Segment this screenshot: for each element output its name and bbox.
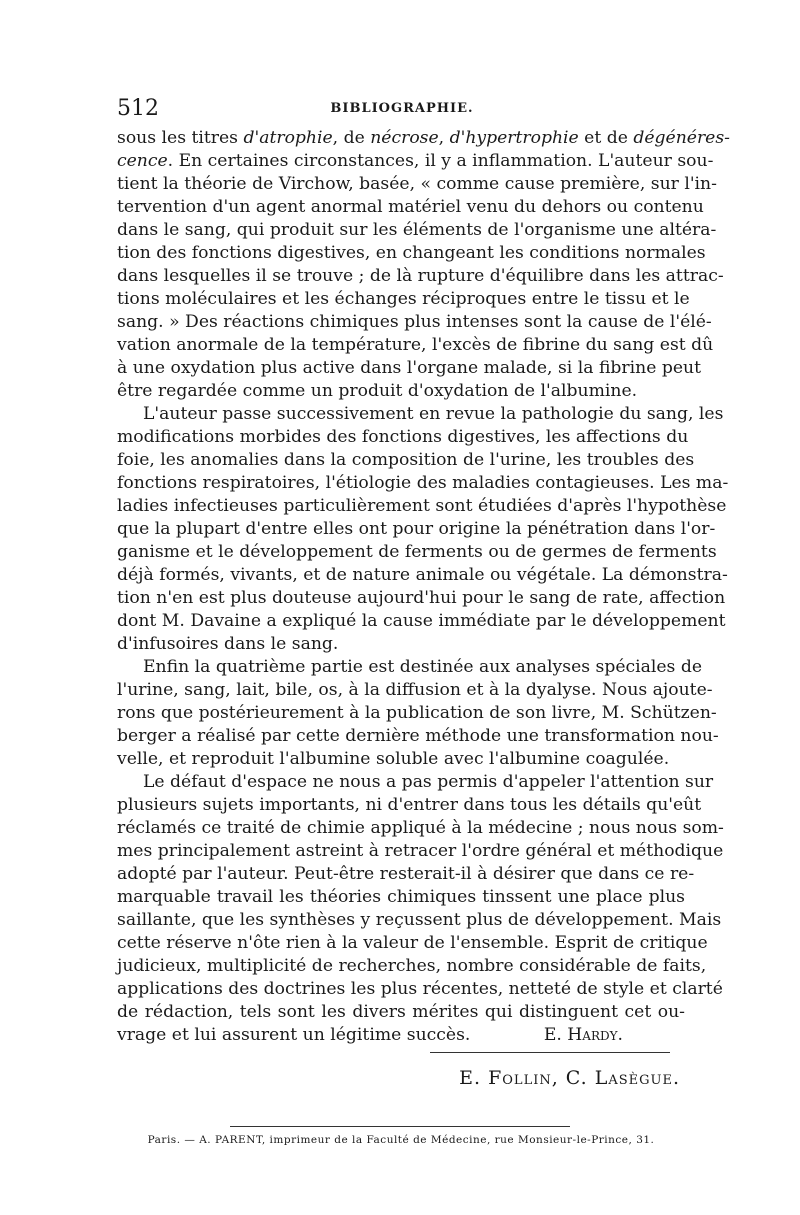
text-line: tient la théorie de Virchow, basée, « comme cause première, sur l'in- — [117, 174, 717, 194]
text-line: saillante, que les synthèses y reçussent plus de développement. Mais — [117, 910, 722, 930]
text-line: dans le sang, qui produit sur les éléments de l'organisme une altéra- — [117, 220, 717, 240]
text-line: marquable travail les théories chimiques tinssent une place plus — [117, 887, 685, 907]
section-rule — [430, 1052, 670, 1053]
text-line: fonctions respiratoires, l'étiologie des maladies contagieuses. Les ma- — [117, 473, 729, 493]
text-line: tervention d'un agent anormal matériel venu du dehors ou contenu — [117, 197, 704, 217]
page-number: 512 — [117, 96, 159, 121]
text-line: plusieurs sujets importants, ni d'entrer dans tous les détails qu'eût — [117, 795, 702, 815]
text-line: adopté par l'auteur. Peut-être resterait-il à désirer que dans ce re- — [117, 864, 695, 884]
text-line: à une oxydation plus active dans l'organe malade, si la fibrine peut — [117, 358, 701, 378]
running-head: BIBLIOGRAPHIE. — [330, 101, 474, 116]
text-line: applications des doctrines les plus récentes, netteté de style et clarté — [117, 979, 723, 999]
text-line: déjà formés, vivants, et de nature animale ou végétale. La démonstra- — [117, 565, 728, 585]
text-line: ganisme et le développement de ferments ou de germes de ferments — [117, 542, 717, 562]
text-line: d'infusoires dans le sang. — [117, 634, 339, 654]
text-line: Le défaut d'espace ne nous a pas permis d'appeler l'attention sur — [143, 772, 714, 792]
printer-imprint: Paris. — A. PARENT, imprimeur de la Faculté de Médecine, rue Monsieur-le-Prince, 31. — [147, 1134, 655, 1146]
text-line: que la plupart d'entre elles ont pour origine la pénétration dans l'or- — [117, 519, 716, 539]
text-line: sous les titres d'atrophie, de nécrose, d'hypertrophie et de dégénéres- — [117, 128, 730, 148]
text-line: dans lesquelles il se trouve ; de là rupture d'équilibre dans les attrac- — [117, 266, 724, 286]
text-line: cence. En certaines circonstances, il y a inflammation. L'auteur sou- — [117, 151, 714, 171]
text-line: vation anormale de la température, l'excès de fibrine du sang est dû — [117, 335, 714, 355]
text-line: cette réserve n'ôte rien à la valeur de l'ensemble. Esprit de critique — [117, 933, 708, 953]
text-line: L'auteur passe successivement en revue la pathologie du sang, les — [143, 404, 724, 424]
page-header — [117, 96, 687, 122]
text-line: berger a réalisé par cette dernière méthode une transformation nou- — [117, 726, 719, 746]
text-line: modifications morbides des fonctions digestives, les affections du — [117, 427, 689, 447]
text-line: sang. » Des réactions chimiques plus intenses sont la cause de l'élé- — [117, 312, 712, 332]
text-line: tion n'en est plus douteuse aujourd'hui pour le sang de rate, affection — [117, 588, 726, 608]
editors-signature: E. Follin, C. Lasègue. — [459, 1067, 680, 1089]
text-line: Enfin la quatrième partie est destinée aux analyses spéciales de — [143, 657, 703, 677]
text-line: ladies infectieuses particulièrement sont étudiées d'après l'hypothèse — [117, 496, 727, 516]
text-line: rons que postérieurement à la publication de son livre, M. Schützen- — [117, 703, 717, 723]
text-line: de rédaction, tels sont les divers mérites qui distinguent cet ou- — [117, 1002, 685, 1022]
text-line: tions moléculaires et les échanges réciproques entre le tissu et le — [117, 289, 690, 309]
text-line: être regardée comme un produit d'oxydation de l'albumine. — [117, 381, 638, 401]
text-line: foie, les anomalies dans la composition de l'urine, les troubles des — [117, 450, 695, 470]
text-line: réclamés ce traité de chimie appliqué à la médecine ; nous nous som- — [117, 818, 724, 838]
text-line: judicieux, multiplicité de recherches, nombre considérable de faits, — [117, 956, 707, 976]
text-line: mes principalement astreint à retracer l'ordre général et méthodique — [117, 841, 724, 861]
text-line: velle, et reproduit l'albumine soluble avec l'albumine coagulée. — [117, 749, 670, 769]
text-line: vrage et lui assurent un légitime succès. E. Hardy. — [117, 1024, 685, 1046]
text-line: dont M. Davaine a expliqué la cause immédiate par le développement — [117, 611, 726, 631]
text-line: tion des fonctions digestives, en changeant les conditions normales — [117, 243, 706, 263]
imprint-rule — [230, 1126, 570, 1127]
review-signature: E. Hardy. — [543, 1025, 623, 1045]
text-line: l'urine, sang, lait, bile, os, à la diffusion et à la dyalyse. Nous ajoute- — [117, 680, 713, 700]
